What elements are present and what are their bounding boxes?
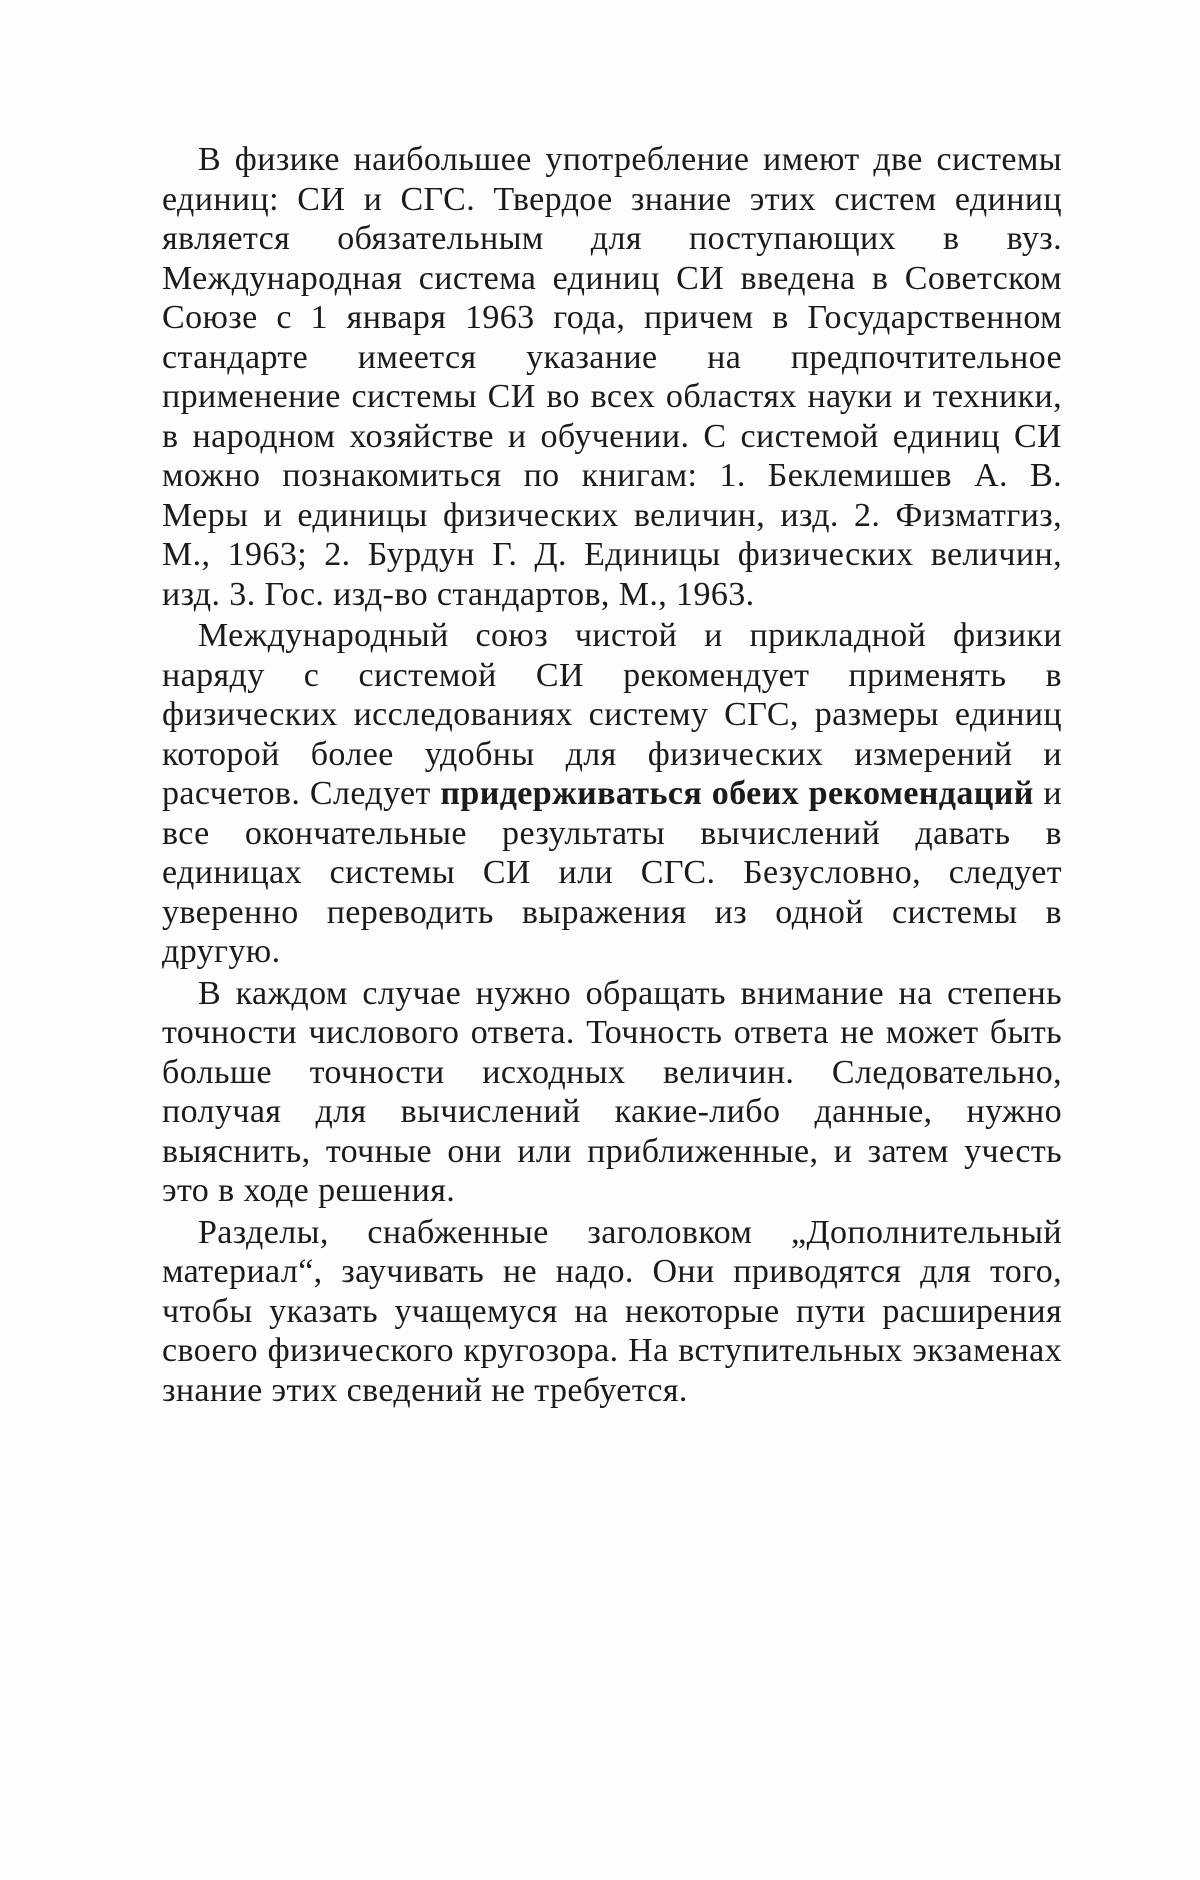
paragraph-accuracy: В каждом случае нужно обращать внимание на степень точности числового ответа. Точность ответа не может быть больше точности исходных величин. Следовательно, получая для вычислений какие-либо данные, нужно выяснить, точные они или приближенные, и затем учесть это в ходе решения. [162, 974, 1062, 1209]
paragraph-recommendations-text-before: Международный союз чистой и прикладной физики наряду с системой СИ рекомендует применять в физических исследованиях систему СГС, размеры единиц которой более удобны для физических измерений и расчетов. Следует [162, 617, 1062, 812]
paragraph-recommendations-bold: придерживаться обеих рекомендаций [440, 775, 1034, 812]
paragraph-recommendations-text-after: и все окончательные результаты вычислений давать в единицах системы СИ или СГС. Безусловно, следует уверенно переводить выражения из одной системы в другую. [162, 775, 1063, 970]
paragraph-additional-material: Разделы, снабженные заголовком „Дополнительный материал“, заучивать не надо. Они приводятся для того, чтобы указать учащемуся на некоторые пути расширения своего физического кругозора. На вступительных экзаменах знание этих сведений не требуется. [162, 1213, 1062, 1409]
paragraph-recommendations [162, 616, 1062, 972]
body-text [162, 140, 1062, 1410]
paragraph-unit-systems: В физике наибольшее употребление имеют две системы единиц: СИ и СГС. Твердое знание этих систем единиц является обязательным для поступающих в вуз. Международная система единиц СИ введена в Советском Союзе с 1 января 1963 года, причем в Государственном стандарте имеется указание на предпочтительное применение системы СИ во всех областях науки и техники, в народном хозяйстве и обучении. С системой единиц СИ можно познакомиться по книгам: 1. Беклемишев А. В. Меры и единицы физических величин, изд. 2. Физматгиз, М., 1963; 2. Бурдун Г. Д. Единицы физических величин, изд. 3. Гос. изд-во стандартов, М., 1963. [162, 141, 1062, 613]
